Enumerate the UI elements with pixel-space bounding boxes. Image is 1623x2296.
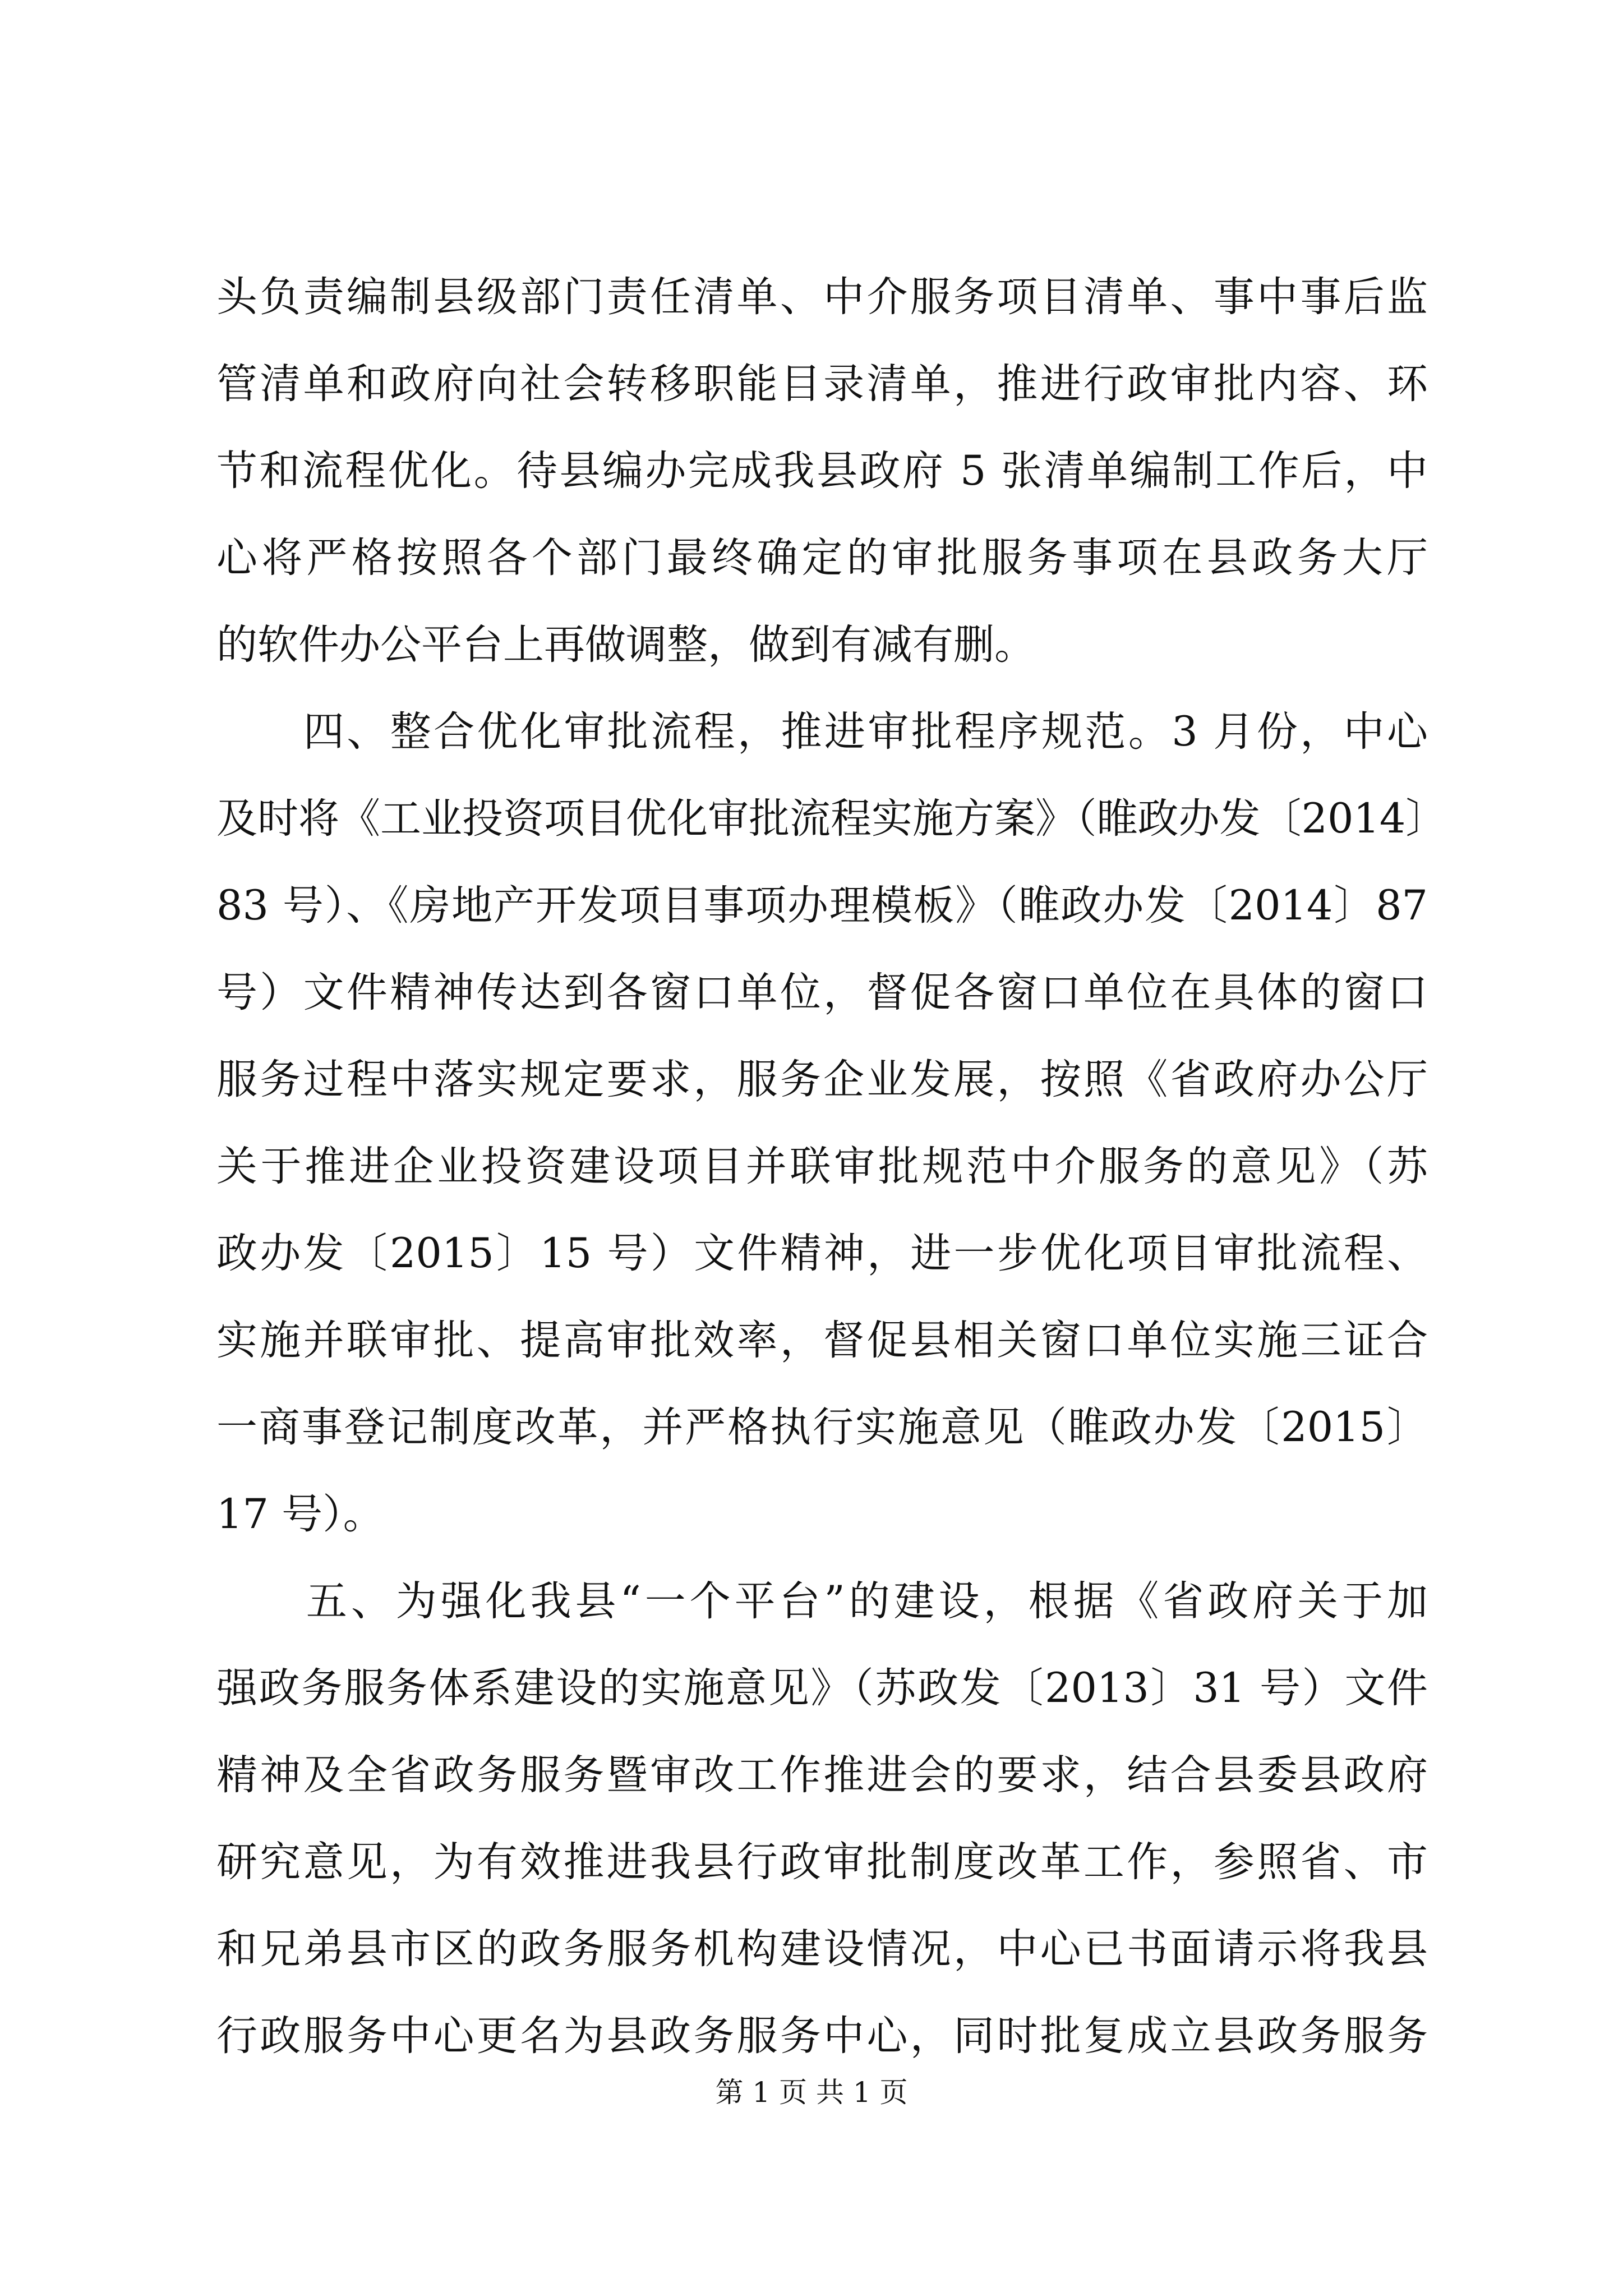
text-line: 及时将《工业投资项目优化审批流程实施方案》（睢政办发〔2014〕 — [216, 795, 1447, 843]
page-footer — [0, 2070, 1623, 2115]
text-line: 和兄弟县市区的政务服务机构建设情况，中心已书面请示将我县 — [216, 1925, 1428, 1973]
text-line: 强政务服务体系建设的实施意见》（苏政发〔2013〕31 号）文件 — [216, 1664, 1428, 1712]
text-line: 号）文件精神传达到各窗口单位，督促各窗口单位在具体的窗口 — [216, 969, 1428, 1016]
text-line: 行政服务中心更名为县政务服务中心，同时批复成立县政务服务 — [216, 2012, 1428, 2060]
text-line: 关于推进企业投资建设项目并联审批规范中介服务的意见》（苏 — [216, 1143, 1428, 1190]
text-line: 研究意见，为有效推进我县行政审批制度改革工作，参照省、市 — [216, 1838, 1428, 1886]
text-line: 头负责编制县级部门责任清单、中介服务项目清单、事中事后监 — [216, 273, 1428, 321]
text-line: 的软件办公平台上再做调整，做到有减有删。 — [216, 621, 1035, 669]
page-number-label: 第 1 页 共 1 页 — [715, 2076, 908, 2109]
text-line: 四、整合优化审批流程，推进审批程序规范。3 月份，中心 — [216, 708, 1428, 756]
text-line: 管清单和政府向社会转移职能目录清单，推进行政审批内容、环 — [216, 360, 1428, 408]
text-line: 17 号）。 — [216, 1490, 384, 1538]
text-line: 服务过程中落实规定要求，服务企业发展，按照《省政府办公厅 — [216, 1056, 1428, 1103]
text-line: 精神及全省政务服务暨审改工作推进会的要求，结合县委县政府 — [216, 1751, 1428, 1799]
text-line: 心将严格按照各个部门最终确定的审批服务事项在县政务大厅 — [216, 534, 1428, 582]
text-line: 政办发〔2015〕15 号）文件精神，进一步优化项目审批流程、 — [216, 1230, 1428, 1277]
text-line: 五、为强化我县“一个平台”的建设，根据《省政府关于加 — [216, 1577, 1428, 1625]
text-line: 实施并联审批、提高审批效率，督促县相关窗口单位实施三证合 — [216, 1317, 1428, 1364]
text-line: 83 号）、《房地产开发项目事项办理模板》（睢政办发〔2014〕87 — [216, 882, 1428, 930]
document-body — [216, 254, 1447, 2079]
text-line: 节和流程优化。待县编办完成我县政府 5 张清单编制工作后，中 — [216, 447, 1428, 495]
text-line: 一商事登记制度改革，并严格执行实施意见（睢政办发〔2015〕 — [216, 1404, 1428, 1451]
